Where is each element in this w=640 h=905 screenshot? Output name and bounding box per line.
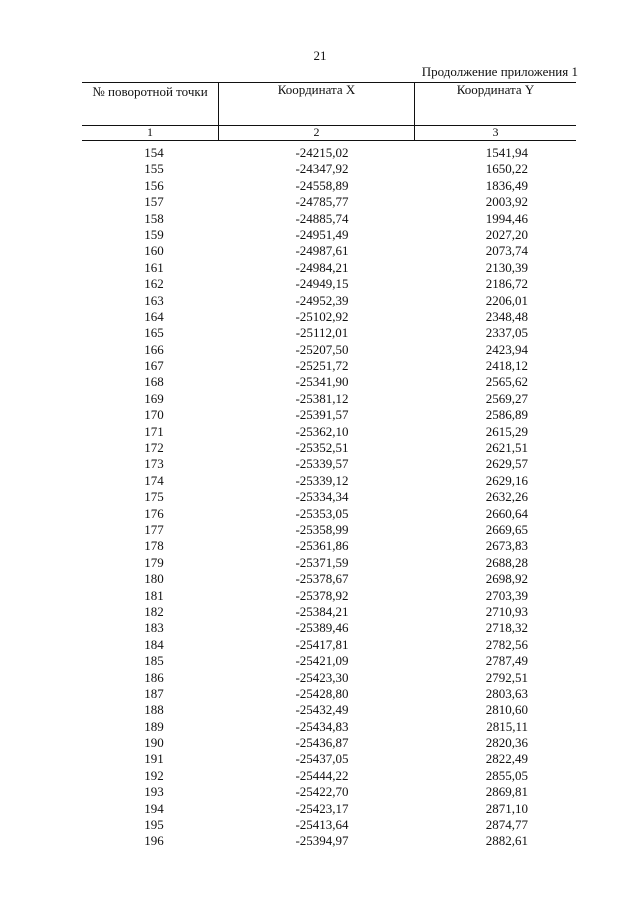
continuation-note: Продолжение приложения 1	[421, 64, 578, 79]
coordinate-y-cell: 2206,01	[485, 292, 528, 308]
table-row	[82, 440, 576, 456]
coordinate-x-cell: -25432,49	[295, 702, 349, 718]
coordinate-x-cell: -25437,05	[295, 751, 349, 767]
table-row	[82, 686, 576, 702]
table-row	[82, 161, 576, 177]
point-number-cell: 158	[144, 210, 164, 226]
table-row	[82, 342, 576, 358]
coordinate-x-cell: -25378,92	[295, 587, 349, 603]
coordinate-x-cell: -25384,21	[295, 603, 349, 619]
coordinate-x-cell: -25394,97	[295, 833, 349, 849]
coordinate-x-cell: -24785,77	[295, 194, 349, 210]
coordinate-y-cell: 2673,83	[485, 538, 528, 554]
coordinate-x-cell: -25352,51	[295, 440, 349, 456]
coordinate-x-cell: -25102,92	[295, 308, 349, 324]
coordinate-y-cell: 2688,28	[485, 554, 528, 570]
point-number-cell: 170	[144, 407, 164, 423]
point-number-cell: 175	[144, 489, 164, 505]
coordinate-y-cell: 2810,60	[485, 702, 528, 718]
coordinate-x-cell: -25341,90	[295, 374, 349, 390]
table-row	[82, 211, 576, 227]
coordinate-x-cell: -25413,64	[295, 817, 349, 833]
table-row	[82, 473, 576, 489]
point-number-cell: 179	[144, 554, 164, 570]
point-number-cell: 157	[144, 194, 164, 210]
point-number-cell: 176	[144, 505, 164, 521]
column-number-1: 1	[147, 125, 153, 139]
coordinate-x-cell: -24949,15	[295, 276, 349, 292]
coordinate-x-cell: -25361,86	[295, 538, 349, 554]
point-number-cell: 167	[144, 358, 164, 374]
point-number-cell: 192	[144, 767, 164, 783]
coordinate-y-cell: 2186,72	[485, 276, 528, 292]
table-row	[82, 833, 576, 849]
header-point-number: № поворотной точки	[92, 84, 208, 99]
coordinate-y-cell: 2874,77	[485, 817, 528, 833]
table-header	[82, 82, 576, 125]
coordinate-y-cell: 2782,56	[485, 636, 528, 652]
point-number-cell: 162	[144, 276, 164, 292]
coordinate-x-cell: -25353,05	[295, 505, 349, 521]
coordinate-x-cell: -24952,39	[295, 292, 349, 308]
table-row	[82, 801, 576, 817]
point-number-cell: 172	[144, 440, 164, 456]
table-row	[82, 506, 576, 522]
point-number-cell: 183	[144, 620, 164, 636]
point-number-cell: 171	[144, 423, 164, 439]
point-number-cell: 166	[144, 341, 164, 357]
table-row	[82, 555, 576, 571]
coordinate-x-cell: -25417,81	[295, 636, 349, 652]
point-number-cell: 178	[144, 538, 164, 554]
table-body	[82, 145, 576, 850]
header-coordinate-y: Координата Y	[414, 83, 576, 125]
coordinate-x-cell: -25112,01	[295, 325, 349, 341]
point-number-cell: 196	[144, 833, 164, 849]
coordinate-y-cell: 2698,92	[485, 571, 528, 587]
point-number-cell: 160	[144, 243, 164, 259]
coordinate-x-cell: -25422,70	[295, 784, 349, 800]
table-row	[82, 489, 576, 505]
table-row	[82, 702, 576, 718]
coordinate-y-cell: 2027,20	[485, 226, 528, 242]
point-number-cell: 181	[144, 587, 164, 603]
coordinate-y-cell: 2418,12	[485, 358, 528, 374]
coordinate-x-cell: -25362,10	[295, 423, 349, 439]
table-row	[82, 276, 576, 292]
coordinate-x-cell: -25391,57	[295, 407, 349, 423]
coordinate-x-cell: -25371,59	[295, 554, 349, 570]
coordinate-y-cell: 2632,26	[485, 489, 528, 505]
coordinate-x-cell: -24215,02	[295, 145, 349, 160]
point-number-cell: 193	[144, 784, 164, 800]
table-row	[82, 768, 576, 784]
point-number-cell: 156	[144, 177, 164, 193]
table-row	[82, 358, 576, 374]
coordinate-y-cell: 2710,93	[485, 603, 528, 619]
table-row	[82, 604, 576, 620]
coordinate-y-cell: 2337,05	[485, 325, 528, 341]
coordinate-y-cell: 2792,51	[485, 669, 528, 685]
coordinate-y-cell: 2629,16	[485, 472, 528, 488]
point-number-cell: 161	[144, 259, 164, 275]
coordinate-x-cell: -25389,46	[295, 620, 349, 636]
table-row	[82, 325, 576, 341]
table-row	[82, 391, 576, 407]
coordinate-x-cell: -25434,83	[295, 718, 349, 734]
coordinate-y-cell: 2669,65	[485, 521, 528, 537]
header-column-numbers	[82, 125, 576, 141]
point-number-cell: 155	[144, 161, 164, 177]
point-number-cell: 165	[144, 325, 164, 341]
coordinate-x-cell: -25428,80	[295, 685, 349, 701]
point-number-cell: 190	[144, 735, 164, 751]
page-number: 21	[313, 48, 327, 63]
coordinate-x-cell: -25334,34	[295, 489, 349, 505]
table-row	[82, 456, 576, 472]
column-number-3: 3	[414, 126, 576, 140]
coordinate-x-cell: -24347,92	[295, 161, 349, 177]
coordinate-x-cell: -24951,49	[295, 226, 349, 242]
coordinate-x-cell: -25339,12	[295, 472, 349, 488]
point-number-cell: 177	[144, 521, 164, 537]
coordinate-y-cell: 2803,63	[485, 685, 528, 701]
table-row	[82, 293, 576, 309]
point-number-cell: 163	[144, 292, 164, 308]
coordinate-y-cell: 2787,49	[485, 653, 528, 669]
point-number-cell: 168	[144, 374, 164, 390]
point-number-cell: 184	[144, 636, 164, 652]
point-number-cell: 159	[144, 226, 164, 242]
coordinates-table	[82, 82, 576, 850]
table-row	[82, 588, 576, 604]
point-number-cell: 187	[144, 685, 164, 701]
table-row	[82, 653, 576, 669]
coordinate-x-cell: -24987,61	[295, 243, 349, 259]
table-row	[82, 637, 576, 653]
table-row	[82, 784, 576, 800]
point-number-cell: 185	[144, 653, 164, 669]
header-coordinate-x: Координата X	[218, 83, 414, 125]
coordinate-x-cell: -25381,12	[295, 390, 349, 406]
coordinate-y-cell: 2882,61	[485, 833, 528, 849]
table-row	[82, 522, 576, 538]
table-row	[82, 538, 576, 554]
coordinate-x-cell: -24984,21	[295, 259, 349, 275]
point-number-cell: 182	[144, 603, 164, 619]
coordinate-y-cell: 2348,48	[485, 308, 528, 324]
point-number-cell: 191	[144, 751, 164, 767]
table-row	[82, 719, 576, 735]
table-row	[82, 227, 576, 243]
point-number-cell: 194	[144, 800, 164, 816]
coordinate-y-cell: 2621,51	[485, 440, 528, 456]
point-number-cell: 173	[144, 456, 164, 472]
point-number-cell: 154	[144, 145, 164, 160]
table-row	[82, 407, 576, 423]
point-number-cell: 195	[144, 817, 164, 833]
coordinate-y-cell: 2073,74	[485, 243, 528, 259]
coordinate-x-cell: -24558,89	[295, 177, 349, 193]
coordinate-y-cell: 2586,89	[485, 407, 528, 423]
coordinate-x-cell: -25358,99	[295, 521, 349, 537]
table-row	[82, 670, 576, 686]
coordinate-y-cell: 2615,29	[485, 423, 528, 439]
coordinate-y-cell: 2423,94	[485, 341, 528, 357]
coordinate-x-cell: -25378,67	[295, 571, 349, 587]
coordinate-x-cell: -25423,17	[295, 800, 349, 816]
coordinate-y-cell: 2565,62	[485, 374, 528, 390]
coordinate-x-cell: -25436,87	[295, 735, 349, 751]
coordinate-y-cell: 2629,57	[485, 456, 528, 472]
coordinate-y-cell: 2820,36	[485, 735, 528, 751]
coordinate-y-cell: 2869,81	[485, 784, 528, 800]
coordinate-y-cell: 2660,64	[485, 505, 528, 521]
point-number-cell: 188	[144, 702, 164, 718]
coordinate-x-cell: -25444,22	[295, 767, 349, 783]
table-row	[82, 751, 576, 767]
table-row	[82, 571, 576, 587]
point-number-cell: 174	[144, 472, 164, 488]
table-row	[82, 178, 576, 194]
coordinate-x-cell: -25207,50	[295, 341, 349, 357]
coordinate-x-cell: -25339,57	[295, 456, 349, 472]
coordinate-y-cell: 2822,49	[485, 751, 528, 767]
coordinate-y-cell: 1836,49	[485, 177, 528, 193]
point-number-cell: 169	[144, 390, 164, 406]
coordinate-y-cell: 1650,22	[485, 161, 528, 177]
table-row	[82, 309, 576, 325]
point-number-cell: 186	[144, 669, 164, 685]
table-row	[82, 620, 576, 636]
coordinate-y-cell: 2871,10	[485, 800, 528, 816]
coordinate-x-cell: -24885,74	[295, 210, 349, 226]
table-row	[82, 374, 576, 390]
coordinate-y-cell: 1541,94	[485, 145, 528, 160]
coordinate-y-cell: 2855,05	[485, 767, 528, 783]
coordinate-x-cell: -25423,30	[295, 669, 349, 685]
column-number-2: 2	[218, 126, 414, 140]
coordinate-y-cell: 2003,92	[485, 194, 528, 210]
table-row	[82, 194, 576, 210]
table-row	[82, 260, 576, 276]
table-row	[82, 243, 576, 259]
table-row	[82, 424, 576, 440]
coordinate-y-cell: 2703,39	[485, 587, 528, 603]
coordinate-x-cell: -25251,72	[295, 358, 349, 374]
coordinate-x-cell: -25421,09	[295, 653, 349, 669]
table-row	[82, 817, 576, 833]
point-number-cell: 180	[144, 571, 164, 587]
point-number-cell: 164	[144, 308, 164, 324]
coordinate-y-cell: 2718,32	[485, 620, 528, 636]
coordinate-y-cell: 1994,46	[485, 210, 528, 226]
coordinate-y-cell: 2815,11	[486, 718, 528, 734]
coordinate-y-cell: 2130,39	[485, 259, 528, 275]
coordinate-y-cell: 2569,27	[485, 390, 528, 406]
point-number-cell: 189	[144, 718, 164, 734]
table-row	[82, 735, 576, 751]
table-row	[82, 145, 576, 161]
